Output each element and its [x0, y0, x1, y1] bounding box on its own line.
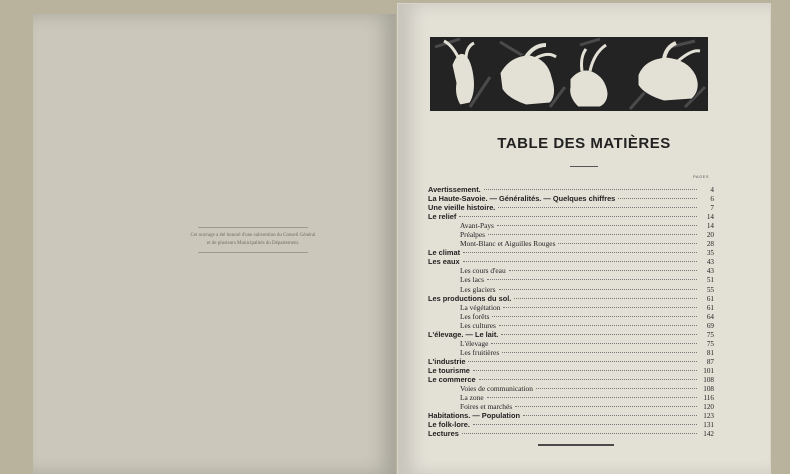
notice-line-1: Cet ouvrage a été honoré d'une subvention du Conseil Général	[190, 233, 316, 238]
toc-leader-dots	[479, 379, 697, 380]
toc-entry-page: 35	[706, 249, 714, 258]
toc-leader-dots	[499, 289, 698, 290]
toc-entry	[428, 212, 714, 221]
toc-leader-dots	[473, 370, 697, 371]
toc-entry	[428, 194, 714, 203]
subvention-notice	[153, 227, 353, 253]
toc-entry-label: La zone	[460, 393, 484, 403]
toc-leader-dots	[468, 361, 697, 362]
toc-leader-dots	[514, 298, 697, 299]
toc-entry-page: 14	[706, 213, 714, 222]
toc-entry-label: Mont-Blanc et Aiguilles Rouges	[460, 239, 556, 249]
toc-entry-label: Le folk-lore.	[428, 420, 470, 430]
toc-entry	[428, 203, 714, 212]
toc-entry-page: 108	[703, 375, 714, 384]
toc-leader-dots	[462, 433, 697, 434]
toc-entry	[428, 366, 714, 375]
toc-entry-page: 87	[706, 357, 714, 366]
toc-entry-page: 28	[706, 240, 714, 249]
toc-entry	[428, 384, 714, 393]
toc-leader-dots	[498, 207, 697, 208]
toc-entry	[428, 393, 714, 402]
toc-leader-dots	[499, 325, 697, 326]
toc-leader-dots	[491, 343, 697, 344]
toc-entry-page: 131	[703, 421, 714, 430]
toc-entry-page: 116	[703, 394, 714, 403]
right-page	[398, 4, 770, 474]
toc-entry-label: Le commerce	[428, 374, 476, 384]
toc-leader-dots	[509, 270, 697, 271]
toc-entry	[428, 411, 714, 420]
toc-leader-dots	[484, 189, 697, 190]
bottom-rule	[538, 444, 614, 446]
animals-woodcut-illustration	[430, 37, 708, 111]
pages-column-label: PAGES	[693, 174, 709, 179]
toc-entry	[428, 303, 714, 312]
toc-leader-dots	[487, 397, 697, 398]
toc-entry-page: 61	[706, 294, 714, 303]
toc-leader-dots	[515, 406, 697, 407]
toc-entry	[428, 294, 714, 303]
toc-entry-page: 81	[706, 348, 714, 357]
toc-entry-page: 55	[706, 285, 714, 294]
toc-entry-page: 64	[706, 312, 714, 321]
toc-leader-dots	[502, 352, 697, 353]
toc-entry-label: Préalpes	[460, 230, 486, 240]
toc-leader-dots	[501, 334, 697, 335]
toc-entry-label: L'élevage. — Le lait.	[428, 329, 499, 339]
toc-entry-label: Le tourisme	[428, 365, 470, 375]
toc-entry-label: La végétation	[460, 302, 501, 312]
toc-entry	[428, 257, 714, 266]
toc-entry-label: Avertissement.	[428, 185, 481, 194]
toc-entry	[428, 248, 714, 257]
title-rule	[570, 166, 598, 167]
toc-entry-label: L'élevage	[460, 338, 489, 348]
toc-entry	[428, 357, 714, 366]
toc-leader-dots	[503, 307, 697, 308]
toc-entry	[428, 348, 714, 357]
toc-entry-page: 123	[703, 412, 714, 421]
toc-entry-label: Les glaciers	[460, 284, 496, 294]
toc-entry-page: 43	[706, 267, 714, 276]
left-page	[33, 14, 396, 474]
toc-entry	[428, 402, 714, 411]
toc-entry-label: Voies de communication	[460, 384, 533, 394]
toc-entry	[428, 312, 714, 321]
notice-bottom-rule	[198, 252, 308, 253]
toc-entry-page: 4	[710, 186, 714, 194]
toc-entry-label: La Haute-Savoie. — Généralités. — Quelques chiffres	[428, 194, 616, 204]
toc-leader-dots	[488, 234, 697, 235]
toc-entry-page: 75	[706, 339, 714, 348]
toc-entry	[428, 266, 714, 275]
toc-leader-dots	[463, 252, 697, 253]
toc-entry-label: L'industrie	[428, 356, 466, 366]
toc-entry-label: Les cultures	[460, 320, 496, 330]
toc-leader-dots	[487, 279, 697, 280]
toc-leader-dots	[536, 388, 697, 389]
toc-entry-page: 101	[703, 366, 714, 375]
toc-entry	[428, 239, 714, 248]
toc-entry	[428, 275, 714, 284]
notice-text	[153, 232, 353, 248]
toc-entry-page: 108	[703, 385, 714, 394]
toc-entry	[428, 230, 714, 239]
toc-leader-dots	[492, 316, 697, 317]
toc-entry-label: Lectures	[428, 429, 459, 439]
toc-entry-label: Les lacs	[460, 275, 485, 285]
toc-entry-page: 61	[706, 303, 714, 312]
toc-entry-label: Une vieille histoire.	[428, 203, 496, 213]
toc-title: TABLE DES MATIÈRES	[497, 135, 671, 152]
toc-entry-page: 75	[706, 330, 714, 339]
toc-entry-label: Les forêts	[460, 311, 490, 321]
toc-entry-label: Habitations. — Population	[428, 411, 520, 421]
toc-entry-label: Le climat	[428, 248, 461, 258]
toc-entry-page: 142	[703, 430, 714, 439]
toc-entry-page: 120	[703, 403, 714, 412]
toc-entry-label: Les productions du sol.	[428, 293, 512, 303]
toc-entry	[428, 185, 714, 194]
toc-entry-label: Les fruitières	[460, 347, 500, 357]
toc-entry	[428, 375, 714, 384]
toc-entry	[428, 339, 714, 348]
toc-entry	[428, 321, 714, 330]
toc-entry-label: Les cours d'eau	[460, 266, 506, 276]
toc-entry-page: 7	[710, 204, 714, 213]
toc-leader-dots	[473, 424, 697, 425]
toc-entry	[428, 221, 714, 230]
toc-entry-page: 14	[706, 222, 714, 231]
toc-entry-label: Le relief	[428, 212, 457, 222]
toc-leader-dots	[463, 261, 697, 262]
toc-leader-dots	[618, 198, 697, 199]
toc-entry-label: Foires et marchés	[460, 402, 513, 412]
toc-entry	[428, 420, 714, 429]
toc-leader-dots	[459, 216, 697, 217]
toc-entry	[428, 429, 714, 438]
toc-leader-dots	[523, 415, 697, 416]
notice-line-2: et de plusieurs Municipalités du Département.	[206, 241, 300, 246]
toc-leader-dots	[497, 225, 697, 226]
toc-leader-dots	[558, 243, 697, 244]
toc-entry	[428, 330, 714, 339]
toc-entry-label: Les eaux	[428, 257, 460, 267]
toc-entry-page: 6	[710, 195, 714, 204]
notice-top-rule	[198, 227, 308, 228]
toc-entry-page: 20	[706, 231, 714, 240]
toc-entry-page: 69	[706, 321, 714, 330]
toc-entry-page: 51	[706, 276, 714, 285]
toc-entry	[428, 285, 714, 294]
toc-entry-label: Avant-Pays	[460, 221, 494, 231]
toc-list	[428, 185, 714, 438]
toc-entry-page: 43	[706, 258, 714, 267]
